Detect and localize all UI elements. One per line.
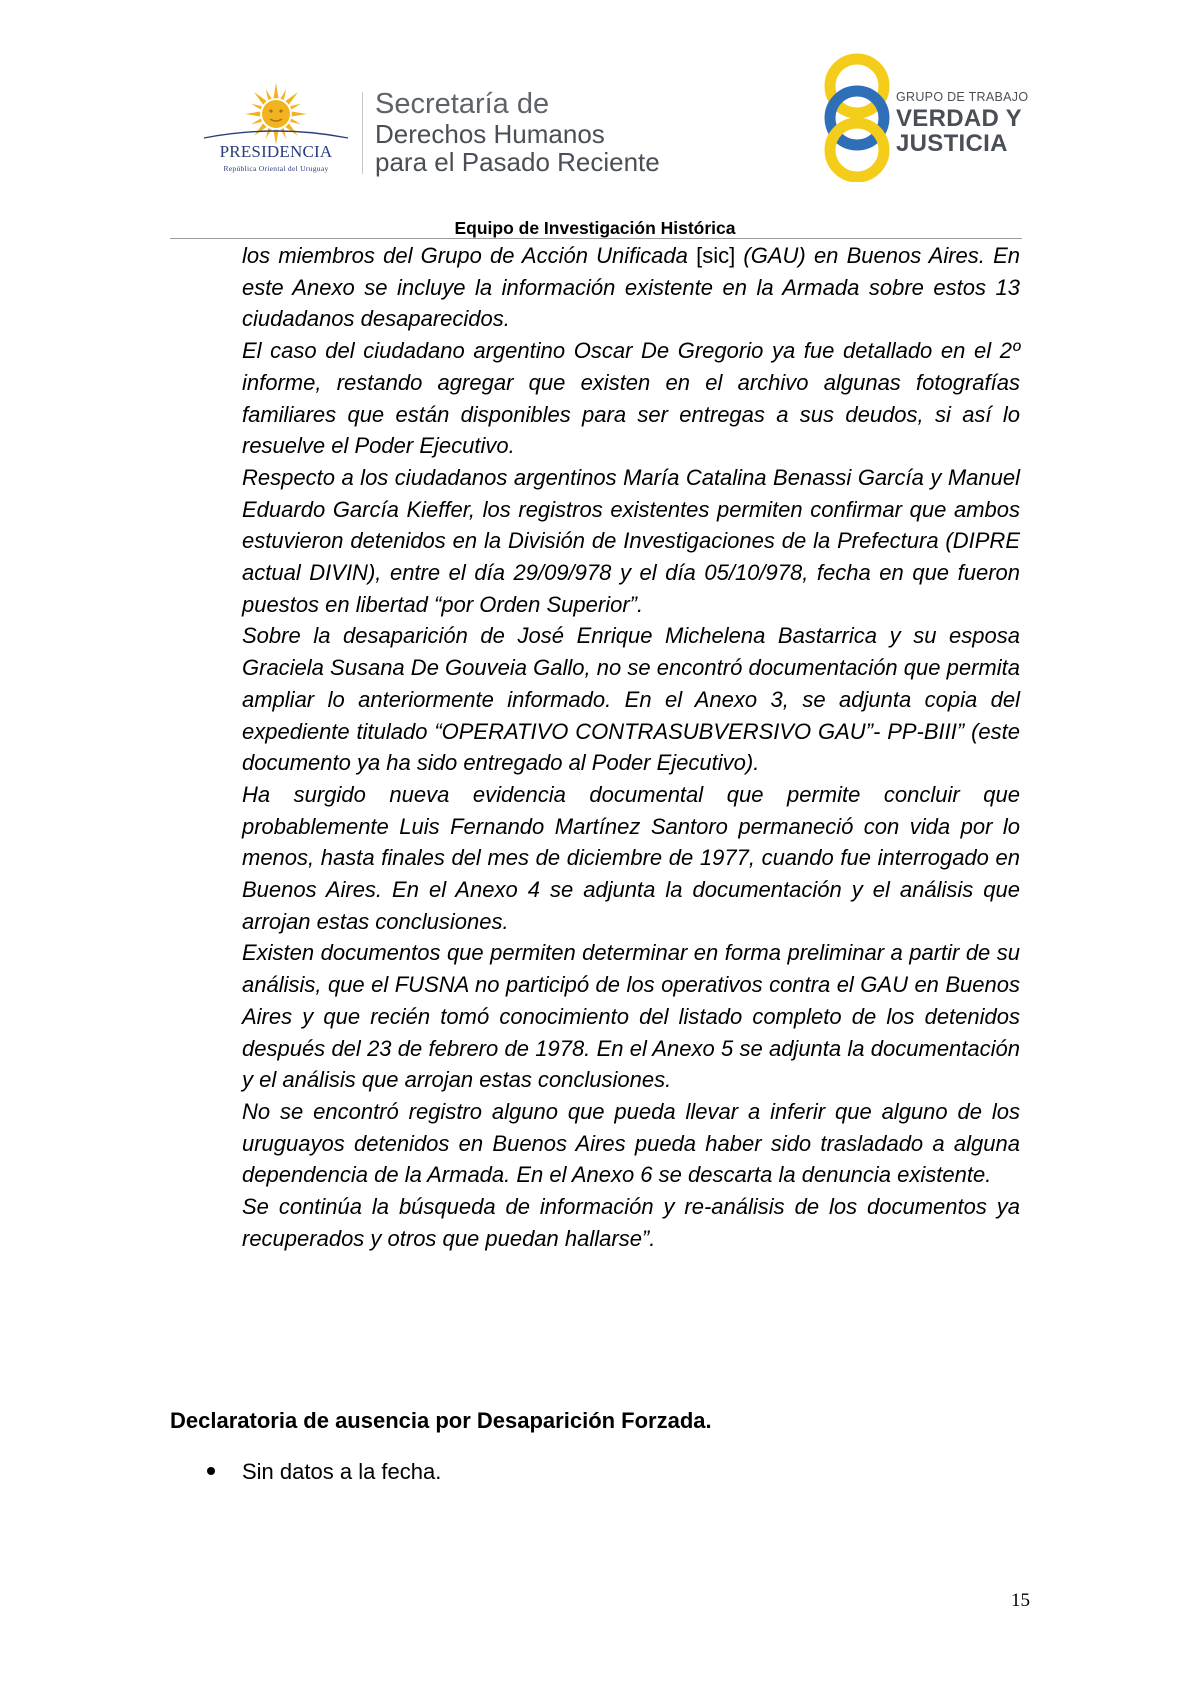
quoted-text (242, 240, 1020, 1255)
sun-ray (254, 123, 267, 136)
sun-ray (292, 111, 307, 116)
paragraph-1-start: los miembros del Grupo de Acción Unificada (242, 243, 697, 268)
sun-ray (266, 89, 272, 100)
sun-ray (266, 128, 272, 139)
presidencia-subtitle: República Oriental del Uruguay (223, 164, 329, 173)
paragraph-2: El caso del ciudadano argentino Oscar De Gregorio ya fue detallado en el 2º informe, restando agregar que existen en el archivo algunas fotografías familiares que están disponibles para ser entregas a sus deudos, si así lo resuelve el Poder Ejecutivo. (242, 338, 1020, 459)
paragraph-7: No se encontró registro alguno que pueda llevar a inferir que alguno de los uruguayos detenidos en Buenos Aires pueda haber sido trasladado a alguna dependencia de la Armada. En el Anexo 6 se descarta la denuncia existente. (242, 1098, 1020, 1188)
paragraph-8: Se continúa la búsqueda de información y re-análisis de los documentos ya recuperados y otros que puedan hallarse”. (242, 1194, 1020, 1251)
presidencia-name: PRESIDENCIA (219, 142, 333, 161)
list-item-text: Sin datos a la fecha. (242, 1459, 442, 1484)
sun-ray (245, 111, 260, 116)
verdad-justicia-logo (820, 52, 1040, 182)
secretaria-logo (375, 88, 660, 176)
page-number: 15 (1011, 1590, 1030, 1611)
team-title: Equipo de Investigación Histórica (454, 218, 736, 238)
sun-ray (290, 104, 301, 110)
sun-ray (285, 123, 298, 136)
sun-ray (285, 92, 298, 105)
header-divider (362, 92, 363, 174)
paragraph-3: Respecto a los ciudadanos argentinos María Catalina Benassi García y Manuel Eduardo García Kieffer, los registros existentes permiten confirmar que ambos estuvieron detenidos en la División de Investigaciones de la Prefectura (DIPRE actual DIVIN), entre el día 29/09/978 y el día 05/10/978, fecha en que fueron puestos en libertad “por Orden Superior”. (242, 464, 1020, 617)
sun-emblem-icon (196, 80, 356, 150)
sun-ray (254, 92, 267, 105)
paragraph-1 (242, 240, 1020, 335)
sun-ray (290, 118, 301, 124)
sun-ray (280, 89, 286, 100)
paragraph-4: Sobre la desaparición de José Enrique Michelena Bastarrica y su esposa Graciela Susana De Gouveia Gallo, no se encontró documentación que permita ampliar lo anteriormente informado. En el Anexo 3, se adjunta copia del expediente titulado “OPERATIVO CONTRASUBVERSIVO GAU”- PP-BIII” (este documento ya ha sido entregado al Poder Ejecutivo). (242, 623, 1020, 776)
paragraph-5: Ha surgido nueva evidencia documental que permite concluir que probablemente Luis Fernando Martínez Santoro permaneció con vida por lo menos, hasta finales del mes de diciembre de 1977, cuando fue interrogado en Buenos Aires. En el Anexo 4 se adjunta la documentación y el análisis que arrojan estas conclusiones. (242, 781, 1020, 934)
grupo-line-1: GRUPO DE TRABAJO (896, 90, 1029, 104)
list-item (207, 1459, 441, 1485)
secretaria-line-3: para el Pasado Reciente (375, 147, 660, 177)
header-rule (170, 238, 1022, 239)
section-heading: Declaratoria de ausencia por Desaparición Forzada. (170, 1408, 712, 1433)
linked-rings-icon (820, 52, 894, 182)
sun-ray (251, 118, 262, 124)
sun-ray (273, 83, 278, 98)
bullet-icon (207, 1467, 215, 1475)
secretaria-line-1: Secretaría de (375, 88, 550, 120)
grupo-line-2: VERDAD Y (896, 105, 1022, 132)
sic-marker: [sic] (696, 243, 736, 268)
secretaria-line-2: Derechos Humanos (375, 119, 605, 149)
paragraph-1-end: (GAU) en Buenos Aires. En este Anexo se incluye la información existente en la Armada sobre estos 13 ciudadanos desaparecidos. (242, 243, 1020, 332)
sun-ray (251, 104, 262, 110)
paragraph-6: Existen documentos que permiten determinar en forma preliminar a partir de su análisis, que el FUSNA no participó de los operativos contra el GAU en Buenos Aires y que recién tomó conocimiento del listado completo de los detenidos después del 23 de febrero de 1978. En el Anexo 5 se adjunta la documentación y el análisis que arrojan estas conclusiones. (242, 940, 1020, 1093)
grupo-line-3: JUSTICIA (896, 130, 1008, 157)
sun-ray (280, 128, 286, 139)
presidencia-logo (196, 80, 356, 180)
